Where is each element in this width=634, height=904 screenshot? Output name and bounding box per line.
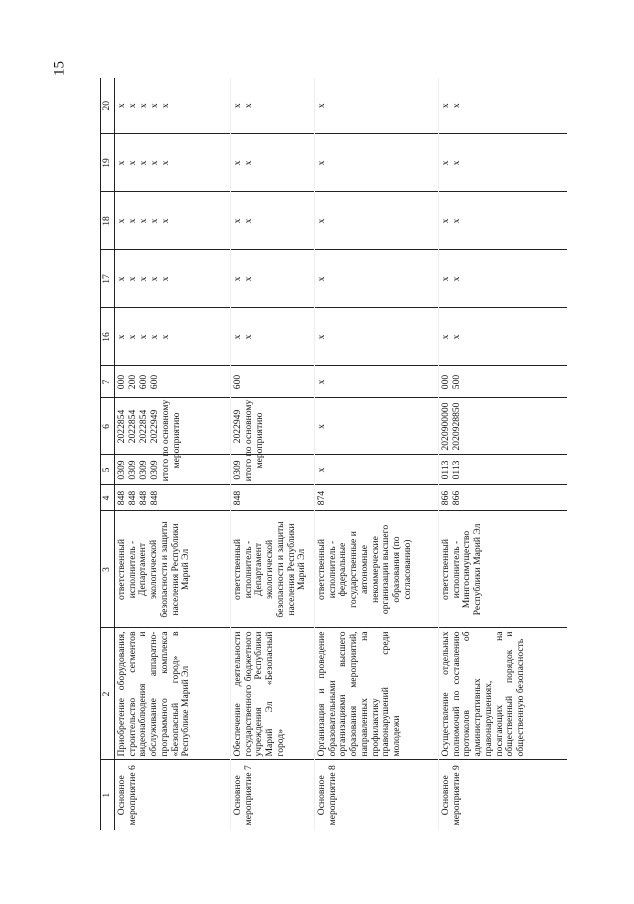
event-description: Осуществление отдельных полномочий по составлению протоколов об административных правонарушениях, посягающих на общественный порядок и общественную безопасность [439, 628, 567, 760]
executor: ответственный исполнитель - Департамент экологической безопасности и защиты населения Республики Марий Эл [115, 511, 231, 628]
value-col16: x x [231, 308, 315, 366]
col-header: 7 [101, 366, 115, 398]
col-header: 17 [101, 250, 115, 308]
code-col7: 600 [231, 366, 315, 398]
col-header: 16 [101, 308, 115, 366]
value-col19: x x x x x [115, 134, 231, 192]
table-row [439, 78, 567, 830]
total-label: итого по основному мероприятию [243, 399, 265, 482]
value-col20: x x [231, 78, 315, 134]
budget-table [100, 78, 567, 830]
code-col6: 2022949 итого по основному мероприятию [231, 398, 315, 455]
value-col18: x x x x x [115, 192, 231, 250]
table-row [315, 78, 439, 830]
code-col7: x [315, 366, 439, 398]
value-col18: x x [439, 192, 567, 250]
value-col19: x x [439, 134, 567, 192]
col-header: 2 [101, 628, 115, 760]
executor: ответственный исполнитель - Мингосимущество Республики Марий Эл [439, 511, 567, 628]
event-name: Основное мероприятие 8 [315, 760, 439, 830]
code-col6: 2022854 2022854 2022854 2022949 итого по основному мероприятию [115, 398, 231, 455]
col-header: 18 [101, 192, 115, 250]
total-label: итого по основному мероприятию [160, 399, 182, 482]
event-name: Основное мероприятие 6 [115, 760, 231, 830]
code-col5: 0113 0113 [439, 455, 567, 485]
event-description: Приобретение оборудования, строительство сегментов видеонаблюдения и обслуживание аппаратно-программного комплекса «Безопасный город» в Республике Марий Эл [115, 628, 231, 760]
value-col18: x x [231, 192, 315, 250]
col-header: 5 [101, 455, 115, 485]
col-header: 20 [101, 78, 115, 134]
code-col5: 0309 [231, 455, 315, 485]
event-name: Основное мероприятие 7 [231, 760, 315, 830]
code-col4: 874 [315, 485, 439, 511]
code-col5: 0309 0309 0309 0309 [115, 455, 231, 485]
value-col20: x x [439, 78, 567, 134]
executor: ответственный исполнитель - Департамент экологической безопасности и защиты населения Республики Марий Эл [231, 511, 315, 628]
value-col19: x [315, 134, 439, 192]
col-header: 4 [101, 485, 115, 511]
value-col17: x [315, 250, 439, 308]
table-row [115, 78, 231, 830]
code-col7: 000 500 [439, 366, 567, 398]
event-description: Обеспечение деятельности государственного бюджетного учреждения Республики Марий Эл «Безопасный город» [231, 628, 315, 760]
value-col17: x x [439, 250, 567, 308]
event-name: Основное мероприятие 9 [440, 765, 462, 826]
col-header: 1 [101, 760, 115, 830]
value-col16: x x [439, 308, 567, 366]
value-col20: x [315, 78, 439, 134]
code-col4: 848 848 848 848 [115, 485, 231, 511]
page-number: 15 [51, 61, 68, 76]
value-col16: x [315, 308, 439, 366]
code-col7: 000 200 600 600 [115, 366, 231, 398]
header-row [101, 78, 115, 830]
event-description: Организация и проведение образовательными организациями высшего образования мероприятий, направленных на профилактику правонарушений среди молодежи [315, 628, 439, 760]
code-col4: 866 866 [439, 485, 567, 511]
value-col17: x x [231, 250, 315, 308]
executor: ответственный исполнитель - федеральные государственные и автономные некоммерческие организации высшего образования (по согласованию) [315, 511, 439, 628]
table-row [231, 78, 315, 830]
rotated-table-container [100, 78, 565, 830]
code-col6: 2020900000 2020928850 [439, 398, 567, 455]
col-header: 3 [101, 511, 115, 628]
code-col6: x [315, 398, 439, 455]
value-col18: x [315, 192, 439, 250]
code-col4: 848 [231, 485, 315, 511]
value-col16: x x x x x [115, 308, 231, 366]
col-header: 6 [101, 398, 115, 455]
value-col17: x x x x x [115, 250, 231, 308]
code-col5: x [315, 455, 439, 485]
col-header: 19 [101, 134, 115, 192]
value-col20: x x x x x [115, 78, 231, 134]
value-col19: x x [231, 134, 315, 192]
